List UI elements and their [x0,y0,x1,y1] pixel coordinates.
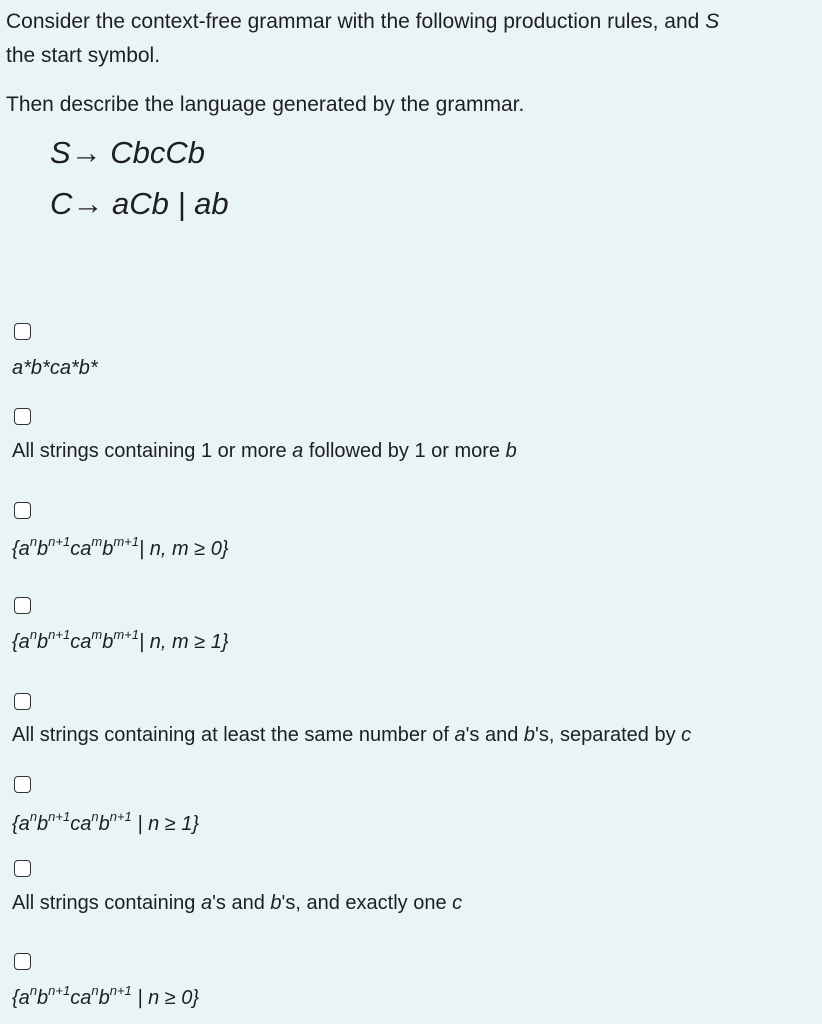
option-4-exp: n [29,627,38,642]
grammar-rule-s: S→ CbcCb [50,135,206,170]
option-5-checkbox[interactable] [14,693,31,710]
option-1-checkbox[interactable] [14,323,31,340]
option-1-label[interactable]: a*b*ca*b* [12,357,98,379]
option-8-part: ca [70,987,92,1009]
question-line1: Consider the context-free grammar with the following production rules, and [6,10,706,33]
question-instruction: Then describe the language generated by the grammar. [6,93,525,116]
option-7-checkbox[interactable] [14,860,31,877]
option-8-part: {a [12,987,30,1009]
option-4-part: | n, m ≥ 1} [138,631,229,653]
grammar-rule-c: C→ aCb | ab [50,186,229,221]
option-2-var-b: b [505,440,517,462]
option-5-label[interactable] [12,724,691,747]
option-7-text: 's and [212,892,271,914]
question-line1-end: the start symbol. [6,44,161,67]
option-2-checkbox[interactable] [14,408,31,425]
option-7-text: All strings containing [12,892,201,914]
option-3-part: {a [12,538,30,560]
option-2-text-mid: followed by 1 or more [303,440,506,462]
option-8-label[interactable] [12,983,200,1010]
option-8-exp: n+1 [48,983,71,998]
option-3-exp: m [91,534,103,549]
option-5-var-c: c [681,724,692,746]
option-4-exp: m [91,627,103,642]
option-4-exp: m+1 [113,627,139,642]
option-3-part: b [102,538,114,560]
option-8-part: | n ≥ 0} [131,987,200,1009]
option-7-var-c: c [452,892,463,914]
option-3-exp: n+1 [48,534,71,549]
option-2-label[interactable] [12,440,517,463]
option-5-text: 's, separated by [535,724,682,746]
question-text [6,5,806,73]
option-5-var-a: a [454,724,466,746]
option-3-exp: m+1 [113,534,139,549]
option-4-checkbox[interactable] [14,597,31,614]
option-7-var-a: a [200,892,213,914]
option-4-part: ca [70,631,92,653]
option-2-text: All strings containing 1 or more [12,440,293,462]
option-4-label[interactable] [12,627,229,654]
option-7-text: 's, and exactly one [281,892,453,914]
option-6-part: | n ≥ 1} [131,813,200,835]
option-6-exp: n+1 [109,809,132,824]
option-4-part: {a [12,631,30,653]
option-8-exp: n [91,983,99,998]
option-6-part: b [98,813,110,835]
option-3-checkbox[interactable] [14,502,31,519]
option-6-checkbox[interactable] [14,776,31,793]
option-3-part: | n, m ≥ 0} [138,538,229,560]
option-8-checkbox[interactable] [14,953,31,970]
option-8-exp: n+1 [109,983,132,998]
option-4-exp: n+1 [48,627,71,642]
option-2-var-a: a [292,440,304,462]
option-5-var-b: b [523,724,536,746]
start-symbol: S [705,10,720,33]
option-6-part: b [37,813,49,835]
option-8-exp: n [29,983,38,998]
option-7-label[interactable] [12,892,462,915]
option-5-text: All strings containing at least the same number of [12,724,455,746]
option-6-exp: n [29,809,38,824]
option-3-part: b [37,538,49,560]
option-8-part: b [98,987,110,1009]
option-6-part: {a [12,813,30,835]
option-4-part: b [37,631,49,653]
option-6-label[interactable] [12,809,200,836]
option-3-exp: n [29,534,38,549]
option-6-part: ca [70,813,92,835]
option-3-part: ca [70,538,92,560]
option-3-label[interactable] [12,534,229,561]
option-7-var-b: b [270,892,282,914]
option-8-part: b [37,987,49,1009]
option-5-text: 's and [465,724,524,746]
option-6-exp: n+1 [48,809,71,824]
option-6-exp: n [91,809,99,824]
option-4-part: b [102,631,114,653]
